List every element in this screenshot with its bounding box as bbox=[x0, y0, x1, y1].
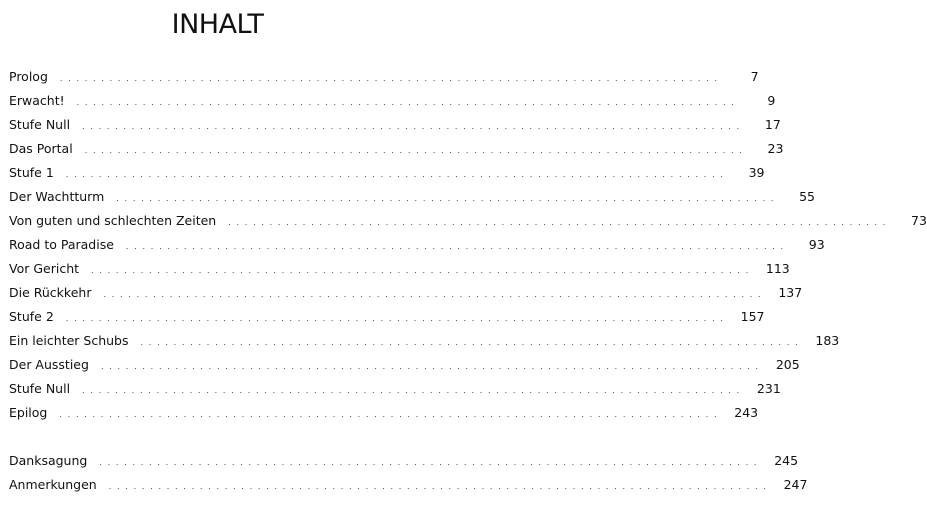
toc-dot-leader: . . . . . . . . . . . . . . . . . . . . . . . . . . . . . . . . . . . . . . . . . . . . . . . . . . . . . . . . . . . . . . . . . . . . . . . . . . . . . . . . bbox=[116, 194, 775, 203]
toc-entry-page-number: 7 bbox=[750, 69, 759, 84]
toc-entry bbox=[9, 257, 790, 281]
toc-appendix-section bbox=[9, 449, 808, 497]
toc-entry-page-number: 113 bbox=[765, 261, 790, 276]
toc-entry bbox=[9, 353, 800, 377]
toc-entry bbox=[9, 305, 765, 329]
toc-entry bbox=[9, 281, 803, 305]
toc-entry-title: Stufe 2 bbox=[9, 309, 54, 324]
toc-dot-leader: . . . . . . . . . . . . . . . . . . . . . . . . . . . . . . . . . . . . . . . . . . . . . . . . . . . . . . . . . . . . . . . . . . . . . . . . . . . . . . . . bbox=[84, 146, 744, 155]
toc-entry bbox=[9, 209, 927, 233]
toc-entry-page-number: 231 bbox=[756, 381, 781, 396]
toc-entry-page-number: 73 bbox=[911, 213, 927, 228]
toc-entry-title: Von guten und schlechten Zeiten bbox=[9, 213, 217, 228]
toc-entry-page-number: 157 bbox=[740, 309, 765, 324]
toc-entry-title: Road to Paradise bbox=[9, 237, 114, 252]
toc-entry bbox=[9, 137, 784, 161]
toc-entry-page-number: 9 bbox=[767, 93, 776, 108]
toc-entry-title: Der Ausstieg bbox=[9, 357, 89, 372]
toc-entry-title: Der Wachtturm bbox=[9, 189, 105, 204]
toc-dot-leader: . . . . . . . . . . . . . . . . . . . . . . . . . . . . . . . . . . . . . . . . . . . . . . . . . . . . . . . . . . . . . . . . . . . . . . . . . . . . . . . . bbox=[99, 458, 759, 467]
toc-entry-title: Die Rückkehr bbox=[9, 285, 92, 300]
toc-entry-title: Stufe 1 bbox=[9, 165, 54, 180]
toc-entry bbox=[9, 449, 799, 473]
toc-entry-title: Epilog bbox=[9, 405, 48, 420]
toc-entry bbox=[9, 65, 759, 89]
toc-entry-page-number: 183 bbox=[815, 333, 840, 348]
toc-dot-leader: . . . . . . . . . . . . . . . . . . . . . . . . . . . . . . . . . . . . . . . . . . . . . . . . . . . . . . . . . . . . . . . . . . . . . . . . . . . . . . . . bbox=[100, 362, 760, 371]
toc-entry-page-number: 17 bbox=[764, 117, 781, 132]
toc-dot-leader: . . . . . . . . . . . . . . . . . . . . . . . . . . . . . . . . . . . . . . . . . . . . . . . . . . . . . . . . . . . . . . . . . . . . . . . . . . . . . . . . bbox=[82, 386, 741, 395]
toc-dot-leader: . . . . . . . . . . . . . . . . . . . . . . . . . . . . . . . . . . . . . . . . . . . . . . . . . . . . . . . . . . . . . . . . . . . . . . . . . . . . . . . . bbox=[76, 98, 736, 107]
toc-entry-page-number: 137 bbox=[778, 285, 803, 300]
toc-entry bbox=[9, 401, 759, 425]
toc-entry-title: Das Portal bbox=[9, 141, 73, 156]
toc-dot-leader: . . . . . . . . . . . . . . . . . . . . . . . . . . . . . . . . . . . . . . . . . . . . . . . . . . . . . . . . . . . . . . . . . . . . . . . . . . . . . . . . bbox=[59, 410, 719, 419]
toc-entry-page-number: 39 bbox=[748, 165, 765, 180]
toc-entry bbox=[9, 233, 825, 257]
toc-dot-leader: . . . . . . . . . . . . . . . . . . . . . . . . . . . . . . . . . . . . . . . . . . . . . . . . . . . . . . . . . . . . . . . . . . . . . . . . . . . . . . . . bbox=[65, 314, 725, 323]
toc-entry-page-number: 23 bbox=[767, 141, 784, 156]
toc-entry-page-number: 93 bbox=[808, 237, 825, 252]
toc-entry-title: Stufe Null bbox=[9, 117, 71, 132]
toc-entry-title: Ein leichter Schubs bbox=[9, 333, 129, 348]
toc-dot-leader: . . . . . . . . . . . . . . . . . . . . . . . . . . . . . . . . . . . . . . . . . . . . . . . . . . . . . . . . . . . . . . . . . . . . . . . . . . . . . . . . bbox=[140, 338, 800, 347]
toc-entry-title: Danksagung bbox=[9, 453, 88, 468]
toc-entry bbox=[9, 113, 781, 137]
toc-entry-page-number: 245 bbox=[774, 453, 799, 468]
toc-entry bbox=[9, 185, 815, 209]
toc-dot-leader: . . . . . . . . . . . . . . . . . . . . . . . . . . . . . . . . . . . . . . . . . . . . . . . . . . . . . . . . . . . . . . . . . . . . . . . . . . . . . . . . bbox=[59, 74, 719, 83]
toc-entry-title: Erwacht! bbox=[9, 93, 65, 108]
page-title: INHALT bbox=[171, 9, 264, 40]
toc-dot-leader: . . . . . . . . . . . . . . . . . . . . . . . . . . . . . . . . . . . . . . . . . . . . . . . . . . . . . . . . . . . . . . . . . . . . . . . . . . . . . . . . bbox=[228, 218, 887, 227]
toc-entry bbox=[9, 89, 776, 113]
toc-entry-page-number: 205 bbox=[775, 357, 800, 372]
toc-entry-title: Prolog bbox=[9, 69, 48, 84]
toc-entry-page-number: 55 bbox=[799, 189, 815, 204]
toc-entry bbox=[9, 329, 840, 353]
toc-list bbox=[9, 65, 927, 497]
toc-entry bbox=[9, 161, 765, 185]
toc-dot-leader: . . . . . . . . . . . . . . . . . . . . . . . . . . . . . . . . . . . . . . . . . . . . . . . . . . . . . . . . . . . . . . . . . . . . . . . . . . . . . . . . bbox=[108, 482, 768, 491]
toc-dot-leader: . . . . . . . . . . . . . . . . . . . . . . . . . . . . . . . . . . . . . . . . . . . . . . . . . . . . . . . . . . . . . . . . . . . . . . . . . . . . . . . . bbox=[82, 122, 741, 131]
toc-entry-page-number: 247 bbox=[783, 477, 808, 492]
toc-dot-leader: . . . . . . . . . . . . . . . . . . . . . . . . . . . . . . . . . . . . . . . . . . . . . . . . . . . . . . . . . . . . . . . . . . . . . . . . . . . . . . . . bbox=[65, 170, 725, 179]
toc-entry bbox=[9, 377, 781, 401]
toc-entry-title: Stufe Null bbox=[9, 381, 71, 396]
toc-dot-leader: . . . . . . . . . . . . . . . . . . . . . . . . . . . . . . . . . . . . . . . . . . . . . . . . . . . . . . . . . . . . . . . . . . . . . . . . . . . . . . . . bbox=[125, 242, 785, 251]
toc-entry-page-number: 243 bbox=[734, 405, 759, 420]
toc-dot-leader: . . . . . . . . . . . . . . . . . . . . . . . . . . . . . . . . . . . . . . . . . . . . . . . . . . . . . . . . . . . . . . . . . . . . . . . . . . . . . . . . bbox=[103, 290, 763, 299]
toc-entry-title: Anmerkungen bbox=[9, 477, 97, 492]
toc-dot-leader: . . . . . . . . . . . . . . . . . . . . . . . . . . . . . . . . . . . . . . . . . . . . . . . . . . . . . . . . . . . . . . . . . . . . . . . . . . . . . . . . bbox=[91, 266, 750, 275]
toc-main-section bbox=[9, 65, 927, 425]
toc-entry-title: Vor Gericht bbox=[9, 261, 80, 276]
toc-entry bbox=[9, 473, 808, 497]
